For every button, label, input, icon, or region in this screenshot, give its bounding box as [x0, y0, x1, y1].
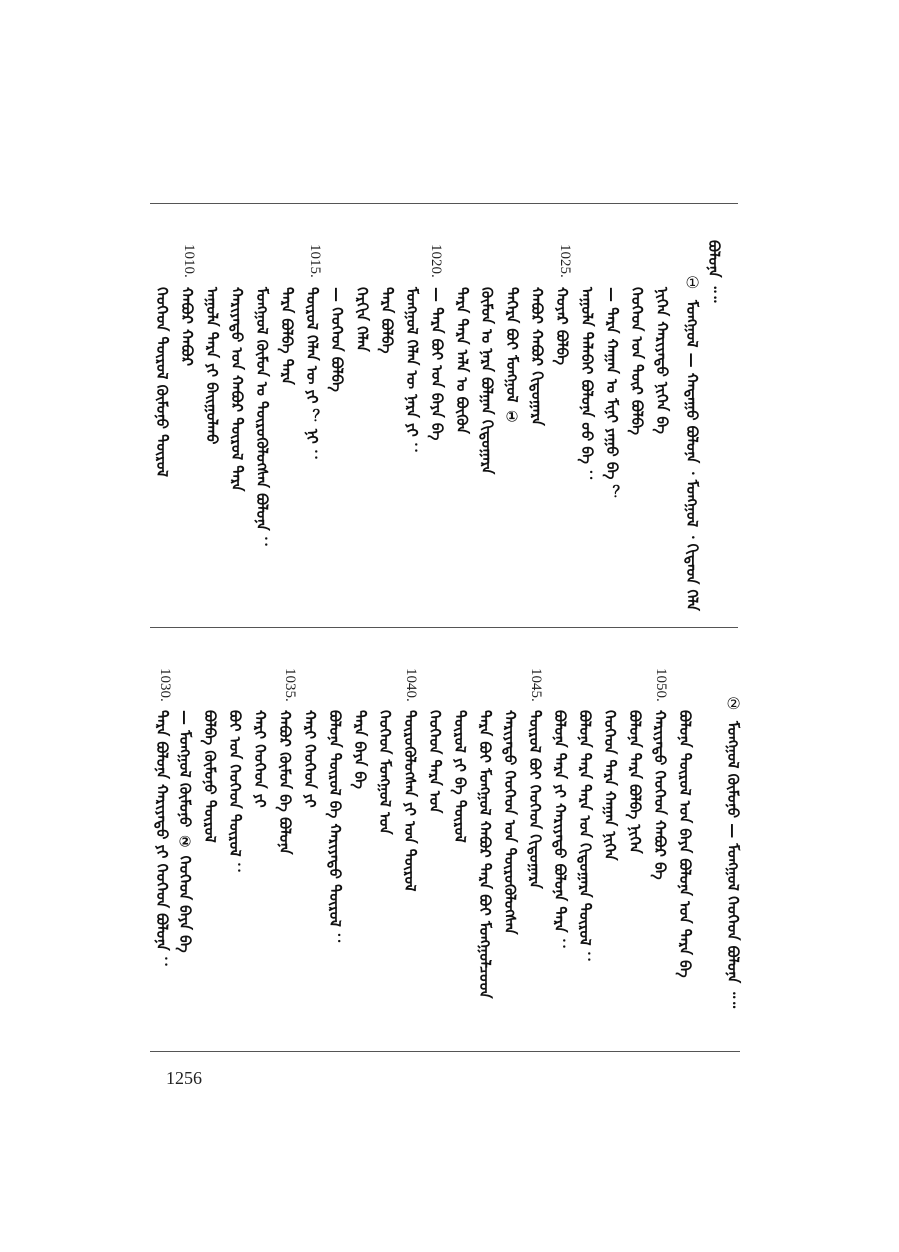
verse-line: ᠬᠠᠪᠤᠷ ᠬᠠᠪᠤᠷ ᠬᠢᠳᠤᠭᠠᠷᠠ	[528, 287, 546, 426]
verse-line: ᠬᠦᠮᠦᠨ ᠤ ᠨᠡᠷᠡ ᠪᠣᠯᠭᠠᠨ ᠬᠢᠳᠤᠭᠠᠷᠠ	[478, 287, 496, 475]
verse-line: ᠮᠣᠩᠭᠣᠯ ᠬᠡᠯᠡᠨ ᠦ ᠨᠡᠷᠡ ᠶᠢ ：	[403, 287, 421, 458]
verse-line: ᠲᠦᠷᠦᠯ ᠪᠣᠢ ᠬᠡᠦᠬᠡᠳ ᠬᠢᠳᠤᠭᠠᠷᠠ	[526, 710, 544, 889]
verse-line: ᠲᠡᠷᠡ ᠪᠣᠯᠪᠠ	[378, 287, 396, 354]
line-number: 1020.	[428, 244, 444, 278]
line-number: 1035.	[282, 668, 298, 702]
line-number: 1010.	[181, 244, 197, 278]
verse-line: ᠪᠣᠯᠤᠨᠠ ᠲᠦᠷᠦᠯ ᠪᠠ ᠬᠠᠷᠢᠶᠠᠲᠤ ᠲᠦᠷᠦᠯ ：	[326, 710, 344, 948]
verse-line: ᠬᠠᠷᠢᠶᠠᠲᠤ ᠤᠨ ᠬᠠᠪᠤᠷ ᠲᠦᠷᠦᠯ ᠲᠡᠷᠡ	[228, 287, 246, 492]
footnote-line: ᠪᠣᠯᠤᠨᠠ ᠃᠃	[705, 240, 723, 303]
verse-line: ᠬᠡᠦᠬᠡᠳ ᠲᠡᠷᠡ ᠤᠨ	[426, 710, 444, 814]
verse-line: ᠮᠣᠩᠭᠣᠯ ᠬᠦᠮᠦᠨ ᠤ ᠲᠦᠷᠦᠭᠦᠯᠦᠭᠰᠡᠨ ᠪᠣᠯᠤᠨᠠ ：	[253, 287, 271, 551]
line-number: 1030.	[157, 668, 173, 702]
verse-line: ᠪᠣᠯᠤᠨᠠ ᠲᠡᠷᠡ ᠲᠡᠷᠡ ᠤᠨ ᠬᠢᠳᠤᠭᠠᠷᠠ ᠲᠦᠷᠦᠯ ：	[576, 710, 594, 966]
top-rule	[150, 203, 738, 204]
line-number: 1040.	[403, 668, 419, 702]
verse-line: ᠠᠭᠤᠯᠠ ᠲᠠᠯᠠᠪᠠᠢ ᠪᠣᠯᠤᠨᠠ ᠤᠤ ᠪᠠ ：	[578, 287, 596, 485]
verse-line: ᠠᠭᠤᠯᠠ ᠲᠡᠷᠡ ᠶᠢ ᠪᠠᠢᠭᠤᠯᠬᠤ	[203, 287, 221, 445]
line-number: 1045.	[528, 668, 544, 702]
bottom-rule	[150, 1051, 740, 1052]
verse-line: ᠲᠦᠷᠦᠭᠦᠯᠦᠭᠰᠡᠨ ᠶᠢ ᠤᠨ ᠲᠦᠷᠦᠯ	[401, 710, 419, 892]
verse-line: ᠲᠡᠷᠡ ᠪᠠᠶᠠ ᠪᠠ	[351, 710, 369, 789]
verse-line: ᠬᠠᠷᠢ ᠬᠡᠦᠬᠡᠳ ᠶᠢ	[301, 710, 319, 808]
verse-line: ᠪᠣᠢ ᠤᠨ ᠬᠡᠦᠬᠡᠳ ᠲᠦᠷᠦᠯ ：	[226, 710, 244, 877]
verse-line: ᠬᠡᠦᠬᠡᠳ ᠤᠨ ᠳᠦᠷ ᠪᠣᠯᠪᠠ	[628, 287, 646, 436]
verse-line: ᠪᠣᠯᠪᠠ ᠬᠦᠮᠦᠨᠦ ᠲᠦᠷᠦᠯ	[201, 710, 219, 843]
verse-line: ᠲᠦᠷᠦᠯ ᠬᠡᠯᠡᠨ ᠦ ᠶᠢ ？ ᠨᠢ ：	[303, 287, 321, 465]
verse-line: ᠬᠠᠪᠤᠷ ᠬᠦᠮᠦᠨ ᠪᠠ ᠪᠣᠯᠤᠨᠠ	[276, 710, 294, 855]
verse-line: ᠲᠡᠷᠡ ᠪᠣᠯᠪᠠ ᠲᠡᠷᠡ	[278, 287, 296, 385]
verse-line: ᠬᠠᠷᠢᠶᠠᠲᠤ ᠬᠡᠦᠬᠡᠳ ᠬᠠᠪᠤᠷ ᠪᠠ	[651, 710, 669, 880]
verse-line: ᠬᠣᠶᠠᠷ ᠪᠣᠯᠪᠠ	[553, 287, 571, 365]
verse-line: ᠪᠣᠯᠤᠨᠠ ᠲᠦᠷᠦᠯ ᠤᠨ ᠪᠠᠶᠠ ᠪᠣᠯᠤᠨᠠ ᠤᠨ ᠲᠡᠷᠡ ᠪᠠ	[676, 710, 694, 978]
verse-line: ᠲᠡᠷᠡ ᠪᠣᠯᠤᠨᠠ ᠬᠠᠷᠢᠶᠠᠲᠤ ᠶᠢ ᠬᠡᠦᠬᠡᠳ ᠪᠣᠯᠤᠨᠠ ：	[153, 710, 171, 971]
verse-line: — ᠲᠡᠷᠡ ᠬᠠᠭᠠᠨ ᠤ ᠮᠢᠨᠢ ᠶᠠᠭᠤ ᠪᠡ ？	[603, 287, 621, 500]
page-number: 1256	[166, 1068, 202, 1088]
footnote-marker: ①	[683, 273, 702, 293]
line-number: 1015.	[307, 244, 323, 278]
verse-line: ᠬᠠᠷᠢᠶᠠᠲᠤ ᠬᠡᠦᠬᠡᠳ ᠤᠨ ᠲᠦᠷᠦᠭᠦᠯᠦᠭᠰᠡᠨ	[501, 710, 519, 935]
verse-line: — ᠬᠡᠦᠬᠡᠳ ᠪᠣᠯᠪᠠ	[328, 287, 346, 392]
verse-line: ᠪᠣᠯᠤᠨᠠ ᠲᠡᠷᠡ ᠪᠣᠯᠪᠠ ᠨᠢᠭᠡᠨ	[626, 710, 644, 854]
verse-line: ᠲᠡᠷᠡ ᠲᠡᠷᠡ ᠠᠯᠠ ᠤ ᠪᠦᠬᠦᠨ	[453, 287, 471, 434]
verse-line: ᠬᠡᠷᠬᠢᠨ ᠬᠡᠯᠡᠨ	[353, 287, 371, 352]
footnote-marker: ②	[724, 694, 743, 714]
line-number: 1025.	[557, 244, 573, 278]
verse-line: ᠲᠡᠷᠡ ᠪᠣᠢ ᠮᠣᠩᠭᠣᠯ ᠬᠠᠪᠤᠷ ᠲᠡᠷᠡ ᠪᠣᠢ ᠮᠣᠩᠭᠣᠯᠴᠤᠳ	[476, 710, 494, 999]
line-number: 1050.	[653, 668, 669, 702]
middle-rule	[150, 627, 738, 628]
verse-line: ᠬᠡᠦᠬᠡᠳ ᠮᠣᠩᠭᠣᠯ ᠤᠨ	[376, 710, 394, 835]
verse-line: ᠲᠦᠷᠦᠯ ᠶᠢ ᠪᠠ ᠲᠦᠷᠦᠯ	[451, 710, 469, 843]
verse-line: ᠬᠠᠷᠢ ᠬᠡᠦᠬᠡᠳ ᠶᠢ	[251, 710, 269, 808]
verse-line: ᠨᠢᠭᠡᠨ ᠬᠠᠷᠢᠶᠠᠲᠤ ᠨᠢᠭᠡᠨ ᠪᠠ	[653, 287, 671, 434]
verse-line: ᠳᠡᠭᠡᠷᠡ ᠪᠤᠢ ᠮᠣᠩᠭᠣᠯ ①	[503, 287, 521, 426]
verse-line: ᠬᠠᠪᠤᠷ ᠬᠠᠪᠤᠷ	[178, 287, 196, 367]
verse-line: ᠬᠡᠦᠬᠡᠳ ᠲᠡᠷᠡ ᠬᠠᠭᠠᠨ ᠨᠢᠭᠡᠨ	[601, 710, 619, 861]
verse-line: — ᠮᠣᠩᠭᠣᠯ ᠬᠦᠮᠦᠨᠦ ② ᠬᠡᠦᠬᠡᠳ ᠪᠠᠶᠠ ᠪᠠ	[176, 710, 194, 953]
verse-line: ᠪᠣᠯᠤᠨᠠ ᠲᠡᠷᠡ ᠶᠢ ᠬᠠᠷᠢᠶᠠᠲᠤ ᠪᠣᠯᠤᠨᠠ ᠲᠡᠷᠡ ：	[551, 710, 569, 953]
footnote-line: ᠮᠣᠩᠭᠣᠯ ᠬᠦᠮᠦᠨᠦ — ᠮᠣᠩᠭᠣᠯ ᠬᠡᠦᠬᠡᠳ ᠪᠣᠯᠤᠨᠠ ᠃᠃	[724, 721, 742, 1009]
verse-line: — ᠲᠡᠷᠡ ᠪᠣᠢ ᠤᠨ ᠪᠠᠶᠠ ᠪᠠ	[428, 287, 446, 441]
footnote-line: ᠮᠣᠩᠭᠣᠯ — ᠬᠠᠲᠠᠭᠤ ᠪᠣᠯᠤᠨᠠ ᠂ ᠮᠣᠩᠭᠣᠯ ᠂ ᠬᠢᠲᠠᠳ ᠬᠡᠯᠡ	[683, 300, 701, 611]
verse-line: ᠬᠡᠦᠬᠡᠳ ᠲᠦᠷᠦᠯ ᠬᠦᠮᠦᠨᠦ ᠲᠦᠷᠦᠯ	[153, 287, 171, 477]
